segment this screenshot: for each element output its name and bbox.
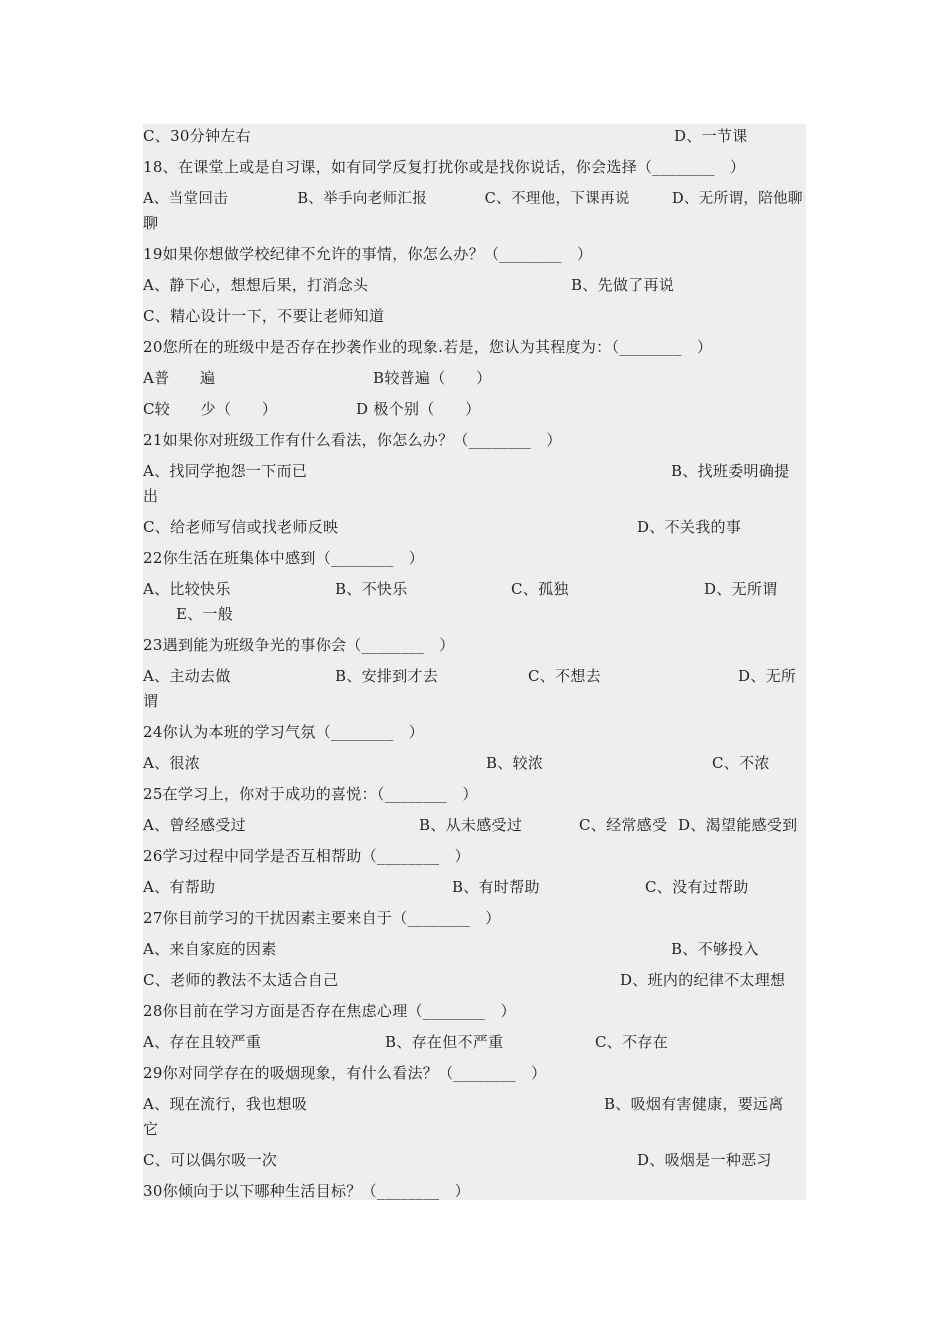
text-line <box>143 844 806 875</box>
text-segment: A、比较快乐 <box>143 580 231 598</box>
text-line <box>143 968 806 999</box>
text-segment: 23遇到能为班级争光的事你会（________ ） <box>143 636 455 654</box>
text-line <box>143 751 806 782</box>
text-segment: E、一般 <box>176 605 234 623</box>
text-segment: D、渴望能感受到 <box>678 816 798 834</box>
text-line <box>143 1030 806 1061</box>
text-line <box>143 813 806 844</box>
text-segment: D、不关我的事 <box>637 518 742 536</box>
text-segment: C、不浓 <box>712 754 770 772</box>
text-line <box>143 1061 806 1092</box>
text-segment: 聊 <box>143 214 159 232</box>
text-segment: 28你目前在学习方面是否存在焦虑心理（________ ） <box>143 1002 516 1020</box>
text-line <box>143 515 806 546</box>
text-line <box>143 242 806 273</box>
text-segment: B、存在但不严重 <box>385 1033 504 1051</box>
text-line <box>143 484 806 515</box>
text-segment: 18、在课堂上或是自习课，如有同学反复打扰你或是找你说话，你会选择（________ ） <box>143 158 746 176</box>
text-segment: C、孤独 <box>511 580 569 598</box>
text-segment: A、当堂回击 <box>143 190 229 207</box>
text-segment: A、曾经感受过 <box>143 816 246 834</box>
text-line <box>143 155 806 186</box>
text-line <box>143 211 806 242</box>
text-segment: C、不理他，下课再说 <box>484 190 630 207</box>
text-line <box>143 335 806 366</box>
text-segment: 26学习过程中同学是否互相帮助（________ ） <box>143 847 470 865</box>
text-segment: B、安排到才去 <box>335 667 439 685</box>
text-segment: B、从未感受过 <box>419 816 523 834</box>
text-segment: C、没有过帮助 <box>645 878 749 896</box>
text-segment: A、主动去做 <box>143 667 231 685</box>
text-line <box>143 546 806 577</box>
text-line <box>143 782 806 813</box>
text-segment: B、举手向老师汇报 <box>297 190 428 207</box>
text-segment: 22你生活在班集体中感到（________ ） <box>143 549 424 567</box>
text-line <box>143 602 806 633</box>
text-segment: 25在学习上，你对于成功的喜悦：（________ ） <box>143 785 478 803</box>
text-line <box>143 906 806 937</box>
text-segment: C、可以偶尔吸一次 <box>143 1151 278 1169</box>
text-segment: A、来自家庭的因素 <box>143 940 277 958</box>
text-segment: B、不快乐 <box>335 580 408 598</box>
text-line <box>143 1179 806 1210</box>
text-segment: A、有帮助 <box>143 878 216 896</box>
text-segment: B、先做了再说 <box>571 276 675 294</box>
text-line <box>143 1117 806 1148</box>
text-segment: 21如果你对班级工作有什么看法，你怎么办？（________ ） <box>143 431 562 449</box>
text-segment: D、无所 <box>738 667 797 685</box>
text-line <box>143 304 806 335</box>
text-segment: C、给老师写信或找老师反映 <box>143 518 339 536</box>
text-segment: C、经常感受 <box>579 816 668 834</box>
text-segment: A普 遍 <box>143 369 216 387</box>
text-segment: A、现在流行，我也想吸 <box>143 1095 308 1113</box>
text-line <box>143 428 806 459</box>
text-line <box>143 937 806 968</box>
text-segment: D、一节课 <box>674 127 748 145</box>
text-line <box>143 366 806 397</box>
text-segment: A、存在且较严重 <box>143 1033 262 1051</box>
text-segment: 20您所在的班级中是否存在抄袭作业的现象.若是，您认为其程度为：（________ ） <box>143 338 713 356</box>
text-segment: D、班内的纪律不太理想 <box>620 971 786 989</box>
text-segment: C、老师的教法不太适合自己 <box>143 971 339 989</box>
text-segment: C、不想去 <box>528 667 601 685</box>
text-segment: C较 少（ ） <box>143 400 278 418</box>
text-line <box>143 1148 806 1179</box>
text-segment: C、精心设计一下，不要让老师知道 <box>143 307 385 325</box>
text-segment: 30你倾向于以下哪种生活目标？（________ ） <box>143 1182 470 1200</box>
text-segment: D、无所谓 <box>704 580 778 598</box>
text-segment: D 极个别（ ） <box>356 400 481 418</box>
text-segment: D、吸烟是一种恶习 <box>637 1151 772 1169</box>
text-segment: B较普遍（ ） <box>373 369 492 387</box>
text-segment: A、静下心，想想后果，打消念头 <box>143 276 369 294</box>
text-line <box>143 397 806 428</box>
text-segment: C、不存在 <box>595 1033 668 1051</box>
text-segment: B、不够投入 <box>671 940 759 958</box>
text-line <box>143 720 806 751</box>
text-segment: D、无所谓，陪他聊 <box>671 190 803 207</box>
text-segment: C、30分钟左右 <box>143 127 251 145</box>
text-line <box>143 875 806 906</box>
text-segment: 19如果你想做学校纪律不允许的事情，你怎么办？（________ ） <box>143 245 593 263</box>
text-segment: B、较浓 <box>486 754 544 772</box>
text-segment: 27你目前学习的干扰因素主要来自于（________ ） <box>143 909 501 927</box>
text-segment: 29你对同学存在的吸烟现象，有什么看法？（________ ） <box>143 1064 547 1082</box>
text-line <box>143 689 806 720</box>
text-line <box>143 999 806 1030</box>
text-segment: A、找同学抱怨一下而已 <box>143 462 308 480</box>
text-segment: A、很浓 <box>143 754 201 772</box>
text-segment: B、有时帮助 <box>452 878 540 896</box>
text-segment: 谓 <box>143 692 159 710</box>
text-segment: 出 <box>143 487 159 505</box>
text-segment: B、吸烟有害健康，要远离 <box>604 1095 784 1113</box>
text-line <box>143 273 806 304</box>
text-segment: B、找班委明确提 <box>671 462 790 480</box>
questionnaire-page <box>143 124 806 1200</box>
text-line <box>143 124 806 155</box>
text-segment: 它 <box>143 1120 159 1138</box>
text-line <box>143 633 806 664</box>
text-segment: 24你认为本班的学习气氛（________ ） <box>143 723 424 741</box>
